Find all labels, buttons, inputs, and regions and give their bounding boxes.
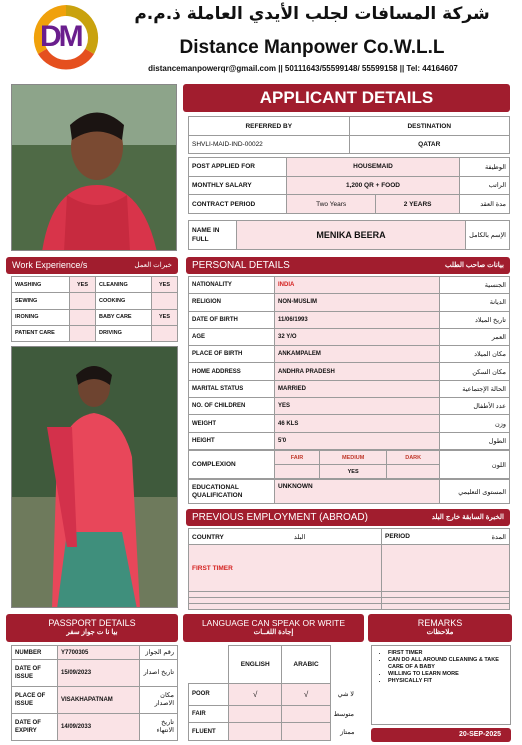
personal-value: 46 KLS <box>275 415 440 432</box>
personal-label-ar: الجنسية <box>440 277 510 294</box>
applicant-details-title: APPLICANT DETAILS <box>183 84 510 112</box>
personal-label-ar: العمر <box>440 328 510 345</box>
personal-value: ANKAMPALEM <box>275 346 440 363</box>
contract-label: CONTRACT PERIOD <box>189 195 287 214</box>
passport-label-ar: مكان الاصدار <box>140 687 178 714</box>
language-table <box>188 645 358 741</box>
work-skill-label: CLEANING <box>96 277 152 293</box>
previous-employment-table <box>188 528 510 610</box>
previous-employment-header <box>186 509 510 526</box>
work-skill-value <box>152 293 178 309</box>
destination-label: DESTINATION <box>349 117 510 136</box>
personal-value: YES <box>275 398 440 415</box>
personal-details-title-ar: بيانات صاحب الطلب <box>444 262 504 269</box>
document-date: 20-SEP-2025 <box>371 728 511 742</box>
complexion-medium: MEDIUM <box>319 451 386 465</box>
language-level: POOR <box>189 683 229 705</box>
remarks-header <box>368 614 512 642</box>
complexion-table <box>188 450 510 479</box>
personal-label-ar: عدد الأطفال <box>440 398 510 415</box>
post-label: POST APPLIED FOR <box>189 158 287 177</box>
passport-value: VISAKHAPATNAM <box>58 687 140 714</box>
complexion-fair: FAIR <box>275 451 320 465</box>
complexion-label: COMPLEXION <box>189 451 275 479</box>
contract-value-words: Two Years <box>287 195 376 214</box>
work-skill-label: WASHING <box>12 277 70 293</box>
work-skill-value: YES <box>152 277 178 293</box>
education-value: UNKNOWN <box>275 480 440 504</box>
work-experience-title-ar: خبرات العمل <box>134 262 172 269</box>
personal-label-ar: مكان السكن <box>440 363 510 380</box>
language-arabic: ARABIC <box>282 646 330 684</box>
language-english-mark <box>229 723 282 741</box>
personal-label: RELIGION <box>189 294 275 311</box>
passport-row <box>12 660 178 687</box>
language-level-ar: لا شي <box>337 691 354 699</box>
personal-label-ar: الطول <box>440 432 510 449</box>
personal-label: MARITAL STATUS <box>189 380 275 397</box>
personal-label-ar: الحالة الإجتماعية <box>440 380 510 397</box>
complexion-mark: YES <box>319 465 386 479</box>
personal-details-header <box>186 257 510 274</box>
passport-title-ar: بيا نا ت جواز سفر <box>66 629 118 636</box>
personal-row <box>189 277 510 294</box>
personal-value: NON-MUSLIM <box>275 294 440 311</box>
language-english-mark: √ <box>229 683 282 705</box>
personal-row <box>189 346 510 363</box>
referral-table <box>188 116 510 154</box>
passport-row <box>12 687 178 714</box>
applicant-photo-full <box>11 346 178 608</box>
passport-value: 14/09/2033 <box>58 714 140 741</box>
personal-value: 11/06/1993 <box>275 311 440 328</box>
passport-label-ar: تاريخ الانتهاء <box>140 714 178 741</box>
personal-row <box>189 294 510 311</box>
prev-country-label-ar: البلد <box>293 533 306 541</box>
contact-info: distancemanpowerqr@gmail.com || 50111643/55599148/ 55599158 || Tel: 44164607 <box>148 64 458 73</box>
language-english-mark <box>229 705 282 723</box>
contract-value-years: 2 YEARS <box>376 195 460 214</box>
salary-value: 1,200 QR + FOOD <box>287 176 460 195</box>
language-arabic-mark <box>282 723 330 741</box>
prev-period-header <box>382 529 510 545</box>
personal-label: NATIONALITY <box>189 277 275 294</box>
passport-label: DATE OF EXPIRY <box>12 714 58 741</box>
work-skill-label: BABY CARE <box>96 309 152 325</box>
work-skill-label: DRIVING <box>96 325 152 341</box>
contract-label-ar: مدة العقد <box>460 195 510 214</box>
work-experience-table <box>11 276 178 342</box>
personal-details-table <box>188 276 510 450</box>
personal-label-ar: تاريخ الميلاد <box>440 311 510 328</box>
personal-label-ar: وزن <box>440 415 510 432</box>
work-skill-label: PATIENT CARE <box>12 325 70 341</box>
full-name: MENIKA BEERA <box>237 221 466 250</box>
personal-value: 5'0 <box>275 432 440 449</box>
language-header <box>183 614 364 642</box>
work-experience-header <box>6 257 178 274</box>
personal-label: WEIGHT <box>189 415 275 432</box>
passport-label-ar: رقم الجواز <box>140 646 178 660</box>
logo-letters: DM <box>40 20 81 53</box>
referred-by-label: REFERRED BY <box>189 117 350 136</box>
post-table <box>188 157 510 214</box>
work-skill-value <box>152 325 178 341</box>
passport-header <box>6 614 178 642</box>
passport-value: 15/09/2023 <box>58 660 140 687</box>
name-label-ar: الإسم بالكامل <box>466 221 510 250</box>
previous-employment-title: PREVIOUS EMPLOYMENT (ABROAD) <box>192 512 368 523</box>
passport-label: PLACE OF ISSUE <box>12 687 58 714</box>
work-skill-value <box>70 293 96 309</box>
work-row <box>12 325 178 341</box>
language-row <box>189 683 358 705</box>
passport-row <box>12 714 178 741</box>
language-arabic-mark <box>282 705 330 723</box>
passport-label-ar: تاريخ اصدار <box>140 660 178 687</box>
passport-row <box>12 646 178 660</box>
remark-item: • FIRST TIMER <box>388 650 506 657</box>
remarks-title-ar: ملاحظات <box>426 629 454 636</box>
personal-value: INDIA <box>275 277 440 294</box>
name-label: NAME IN FULL <box>189 221 237 250</box>
remarks-box <box>371 645 511 725</box>
language-row <box>189 723 358 741</box>
education-label-ar: المستوى التعليمي <box>440 480 510 504</box>
destination-value: QATAR <box>349 136 510 154</box>
personal-label-ar: الديانة <box>440 294 510 311</box>
passport-title: PASSPORT DETAILS <box>48 618 136 628</box>
language-arabic-mark: √ <box>282 683 330 705</box>
language-level: FLUENT <box>189 723 229 741</box>
prev-country-header <box>189 529 382 545</box>
complexion-label-ar: اللون <box>440 451 510 479</box>
personal-row <box>189 311 510 328</box>
language-row <box>189 705 358 723</box>
passport-value: Y7700305 <box>58 646 140 660</box>
personal-label: DATE OF BIRTH <box>189 311 275 328</box>
personal-label: PLACE OF BIRTH <box>189 346 275 363</box>
personal-row <box>189 363 510 380</box>
applicant-photo-portrait <box>11 84 177 251</box>
remark-item: • CAN DO ALL AROUND CLEANING & TAKE CARE OF A BABY <box>388 657 506 671</box>
language-title-ar: إجادة اللغــات <box>253 629 294 636</box>
personal-row <box>189 415 510 432</box>
remarks-title: REMARKS <box>417 618 463 628</box>
remark-item: • PHYSICALLY FIT <box>388 678 506 685</box>
personal-row <box>189 328 510 345</box>
prev-period-label: PERIOD <box>385 532 410 540</box>
language-english: ENGLISH <box>229 646 282 684</box>
work-row <box>12 309 178 325</box>
work-skill-label: COOKING <box>96 293 152 309</box>
company-name-english: Distance Manpower Co.W.L.L <box>179 37 445 58</box>
work-skill-value: YES <box>152 309 178 325</box>
personal-label-ar: مكان الميلاد <box>440 346 510 363</box>
language-level-ar: ممتاز <box>340 728 355 736</box>
work-row <box>12 277 178 293</box>
work-experience-title: Work Experience/s <box>12 260 88 270</box>
education-table <box>188 479 510 504</box>
work-row <box>12 293 178 309</box>
passport-label: DATE OF ISSUE <box>12 660 58 687</box>
work-skill-value <box>70 309 96 325</box>
reference-code: SHVLI-MAID-IND-00022 <box>189 136 350 154</box>
language-title: LANGUAGE CAN SPEAK OR WRITE <box>201 618 346 628</box>
personal-row <box>189 398 510 415</box>
personal-details-title: PERSONAL DETAILS <box>192 260 290 271</box>
name-table <box>188 220 510 250</box>
remark-item: • WILLING TO LEARN MORE <box>388 671 506 678</box>
previous-employment-title-ar: الخبرة السابقة خارج البلد <box>431 514 504 521</box>
prev-country-label: COUNTRY <box>192 533 224 541</box>
complexion-dark: DARK <box>387 451 440 465</box>
post-value: HOUSEMAID <box>287 158 460 177</box>
personal-label: HOME ADDRESS <box>189 363 275 380</box>
post-label-ar: الوظيفة <box>460 158 510 177</box>
education-label: EDUCATIONAL QUALIFICATION <box>189 480 275 504</box>
salary-label-ar: الراتب <box>460 176 510 195</box>
personal-value: 32 Y/O <box>275 328 440 345</box>
company-name-arabic: شركة المسافات لجلب الأيدي العاملة ذ.م.م <box>134 4 490 24</box>
personal-value: ANDHRA PRADESH <box>275 363 440 380</box>
work-skill-value: YES <box>70 277 96 293</box>
personal-row <box>189 432 510 449</box>
passport-table <box>11 645 178 741</box>
personal-label: HEIGHT <box>189 432 275 449</box>
salary-label: MONTHLY SALARY <box>189 176 287 195</box>
work-skill-label: IRONING <box>12 309 70 325</box>
language-level-ar: متوسط <box>333 710 354 718</box>
prev-first-timer: FIRST TIMER <box>189 545 382 592</box>
work-skill-value <box>70 325 96 341</box>
language-level: FAIR <box>189 705 229 723</box>
personal-value: MARRIED <box>275 380 440 397</box>
personal-label: NO. OF CHILDREN <box>189 398 275 415</box>
work-skill-label: SEWING <box>12 293 70 309</box>
prev-period-label-ar: المدة <box>491 533 506 541</box>
passport-label: NUMBER <box>12 646 58 660</box>
personal-row <box>189 380 510 397</box>
personal-label: AGE <box>189 328 275 345</box>
